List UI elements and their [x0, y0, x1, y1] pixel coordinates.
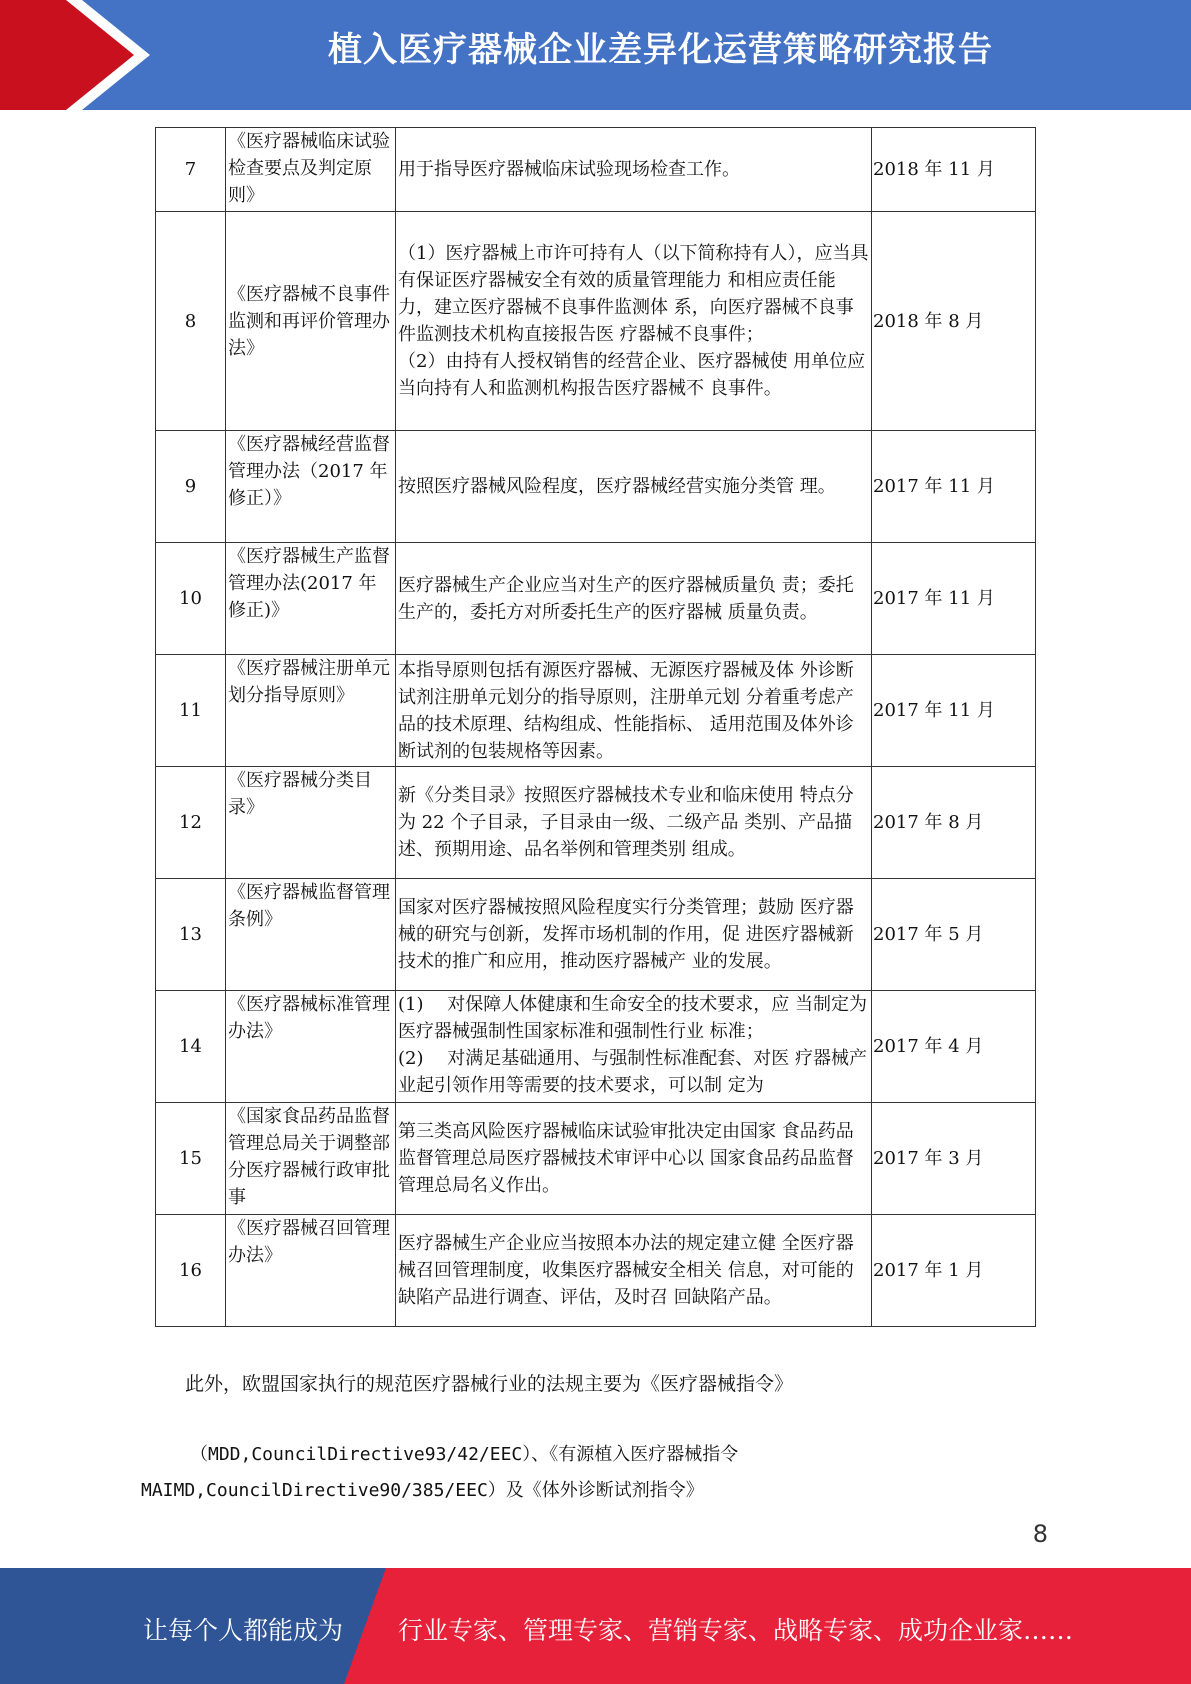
table-row	[156, 655, 1036, 767]
regulation-description: 新《分类目录》按照医疗器械技术专业和临床使用 特点分为 22 个子目录，子目录由一级、二级产品 类别、产品描述、预期用途、品名举例和管理类别 组成。	[396, 767, 872, 879]
regulation-name: 《医疗器械注册单元划分指导原则》	[226, 655, 396, 767]
regulation-name: 《医疗器械监督管理条例》	[226, 879, 396, 991]
issue-date: 2017 年 11 月	[872, 543, 1036, 655]
table-row	[156, 1103, 1036, 1215]
header-arrow-icon	[0, 0, 140, 110]
regulation-name: 《国家食品药品监督管理总局关于调整部分医疗器械行政审批事	[226, 1103, 396, 1215]
page-number: 8	[1032, 1520, 1048, 1548]
row-number: 9	[156, 431, 226, 543]
row-number: 15	[156, 1103, 226, 1215]
row-number: 10	[156, 543, 226, 655]
issue-date: 2017 年 11 月	[872, 431, 1036, 543]
regulations-table	[155, 127, 1036, 1327]
issue-date: 2017 年 11 月	[872, 655, 1036, 767]
table-row	[156, 128, 1036, 212]
body-paragraph: MAIMD,CouncilDirective90/385/EEC）及《体外诊断试剂指令》	[141, 1480, 704, 1501]
footer-slogan-left: 让每个人都能成为	[143, 1616, 344, 1645]
regulation-name: 《医疗器械临床试验检查要点及判定原则》	[226, 128, 396, 212]
issue-date: 2017 年 5 月	[872, 879, 1036, 991]
row-number: 11	[156, 655, 226, 767]
regulation-description: 国家对医疗器械按照风险程度实行分类管理；鼓励 医疗器械的研究与创新，发挥市场机制的作用，促 进医疗器械新技术的推广和应用，推动医疗器械产 业的发展。	[396, 879, 872, 991]
table-row	[156, 431, 1036, 543]
row-number: 14	[156, 991, 226, 1103]
issue-date: 2018 年 8 月	[872, 212, 1036, 431]
table-row	[156, 879, 1036, 991]
regulation-description: 医疗器械生产企业应当对生产的医疗器械质量负 责；委托生产的，委托方对所委托生产的医疗器械 质量负责。	[396, 543, 872, 655]
row-number: 12	[156, 767, 226, 879]
regulation-name: 《医疗器械不良事件监测和再评价管理办法》	[226, 212, 396, 431]
regulation-description: 按照医疗器械风险程度，医疗器械经营实施分类管 理。	[396, 431, 872, 543]
regulation-description: 用于指导医疗器械临床试验现场检查工作。	[396, 128, 872, 212]
regulation-name: 《医疗器械标准管理办法》	[226, 991, 396, 1103]
regulation-name: 《医疗器械分类目录》	[226, 767, 396, 879]
regulation-description: 本指导原则包括有源医疗器械、无源医疗器械及体 外诊断试剂注册单元划分的指导原则，注册单元划 分着重考虑产品的技术原理、结构组成、性能指标、 适用范围及体外诊断试剂的包装规格等因素。	[396, 655, 872, 767]
issue-date: 2017 年 8 月	[872, 767, 1036, 879]
regulation-name: 《医疗器械召回管理办法》	[226, 1215, 396, 1327]
report-title: 植入医疗器械企业差异化运营策略研究报告	[328, 30, 993, 70]
footer-slogan-right: 行业专家、管理专家、营销专家、战略专家、成功企业家……	[398, 1616, 1074, 1645]
page-header	[0, 0, 1191, 110]
regulation-description: （1）医疗器械上市许可持有人（以下简称持有人），应当具有保证医疗器械安全有效的质量管理能力 和相应责任能力，建立医疗器械不良事件监测体 系，向医疗器械不良事件监测技术机构直接报告医 疗器械不良事件； （2）由持有人授权销售的经营企业、医疗器械使 用单位应当向持有人和监测机构报告医疗器械不 良事件。	[396, 212, 872, 431]
table-row	[156, 212, 1036, 431]
page-footer	[0, 1568, 1191, 1684]
row-number: 8	[156, 212, 226, 431]
regulation-description: 医疗器械生产企业应当按照本办法的规定建立健 全医疗器械召回管理制度，收集医疗器械安全相关 信息，对可能的缺陷产品进行调查、评估，及时召 回缺陷产品。	[396, 1215, 872, 1327]
table-row	[156, 1215, 1036, 1327]
issue-date: 2017 年 3 月	[872, 1103, 1036, 1215]
table-row	[156, 991, 1036, 1103]
row-number: 7	[156, 128, 226, 212]
regulation-name: 《医疗器械经营监督管理办法（2017 年修正）》	[226, 431, 396, 543]
row-number: 13	[156, 879, 226, 991]
issue-date: 2018 年 11 月	[872, 128, 1036, 212]
table-row	[156, 543, 1036, 655]
body-paragraph: 此外，欧盟国家执行的规范医疗器械行业的法规主要为《医疗器械指令》	[185, 1373, 794, 1395]
row-number: 16	[156, 1215, 226, 1327]
regulation-description: (1) 对保障人体健康和生命安全的技术要求，应 当制定为医疗器械强制性国家标准和强制性行业 标准； (2) 对满足基础通用、与强制性标准配套、对医 疗器械产业起引领作用等需要的技术要求，可以制 定为	[396, 991, 872, 1103]
table-row	[156, 767, 1036, 879]
regulation-description: 第三类高风险医疗器械临床试验审批决定由国家 食品药品监督管理总局医疗器械技术审评中心以 国家食品药品监督管理总局名义作出。	[396, 1103, 872, 1215]
body-paragraph: （MDD,CouncilDirective93/42/EEC）、《有源植入医疗器械指令	[190, 1444, 739, 1465]
regulation-name: 《医疗器械生产监督管理办法(2017 年修正)》	[226, 543, 396, 655]
issue-date: 2017 年 4 月	[872, 991, 1036, 1103]
issue-date: 2017 年 1 月	[872, 1215, 1036, 1327]
